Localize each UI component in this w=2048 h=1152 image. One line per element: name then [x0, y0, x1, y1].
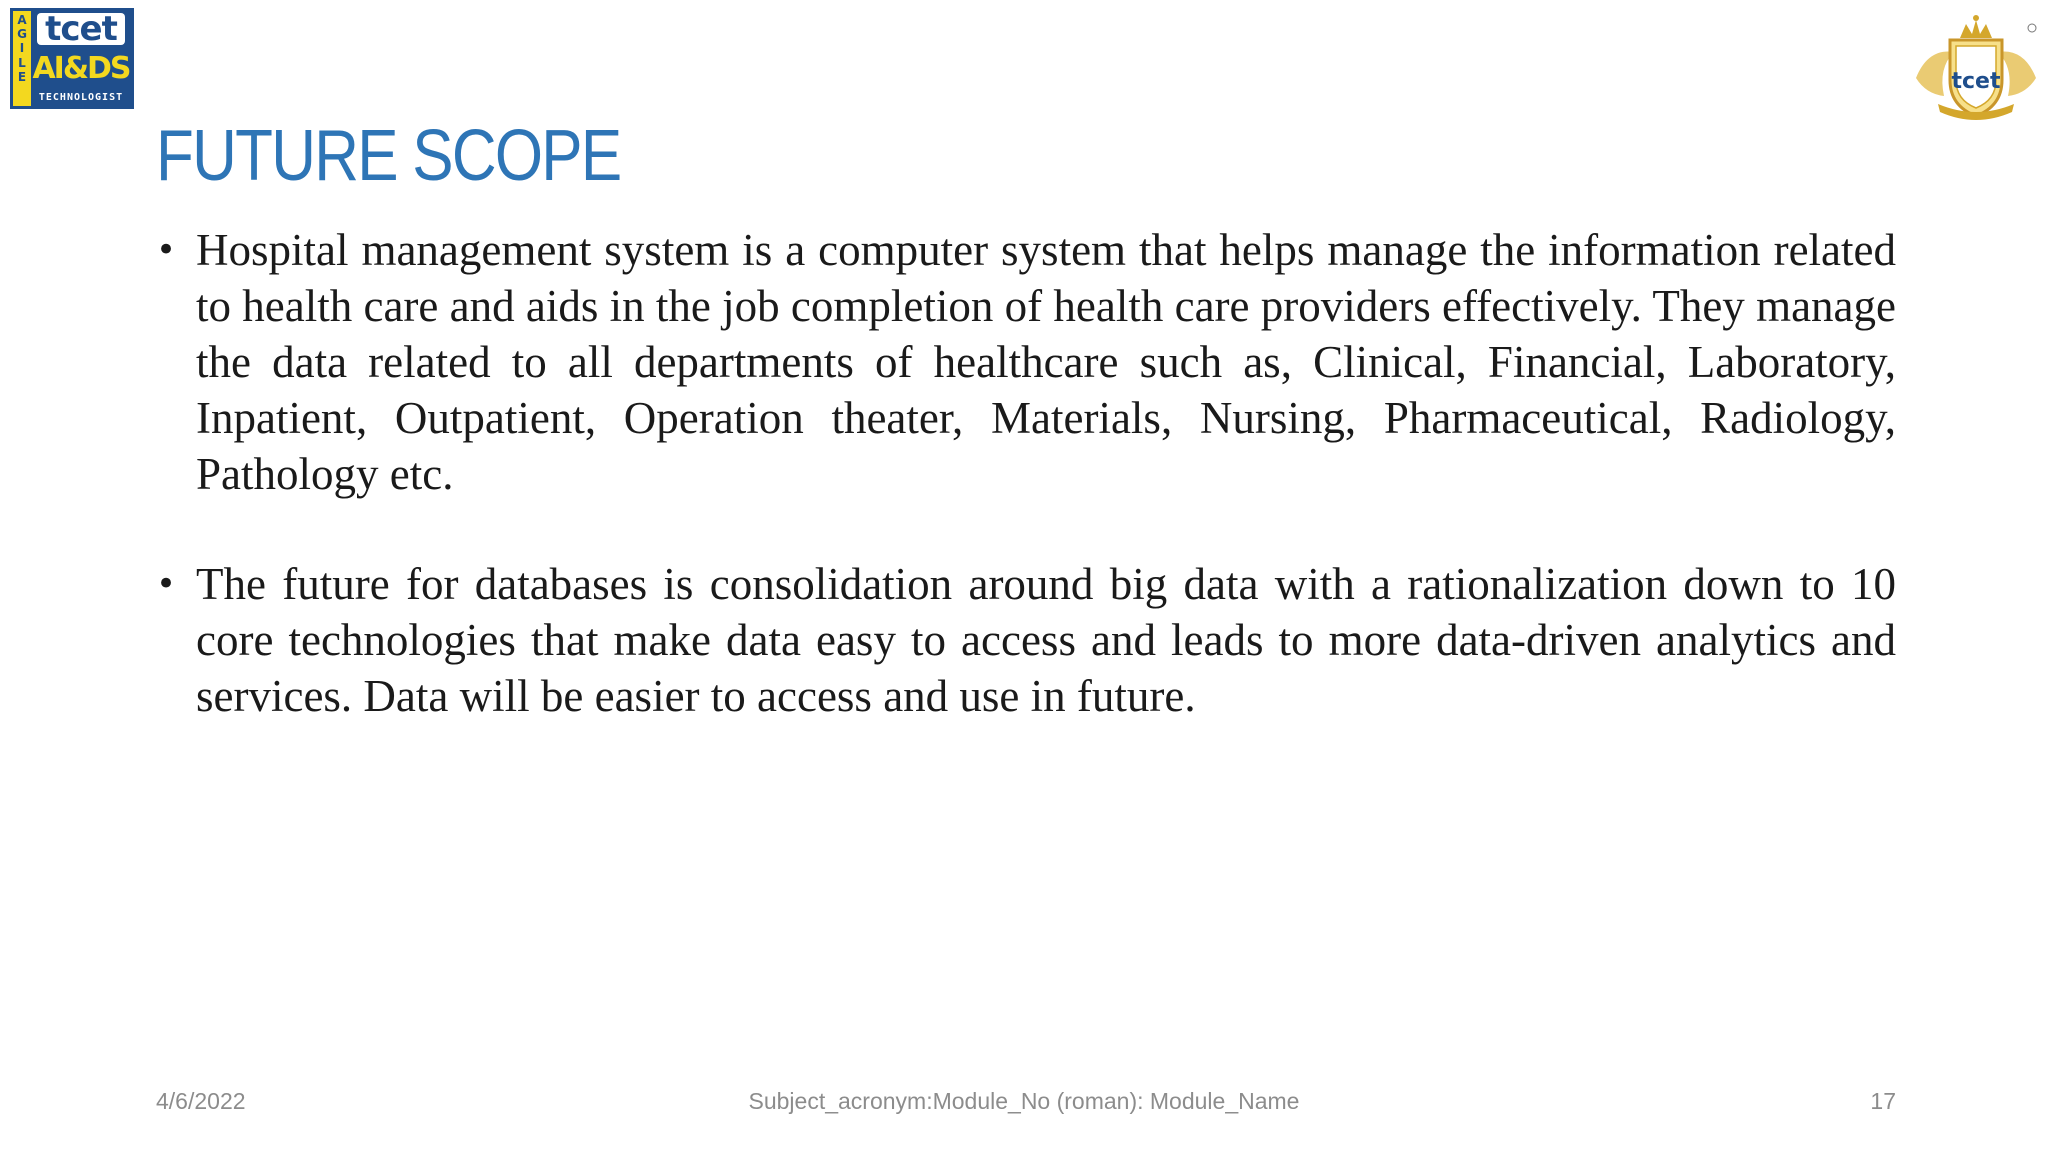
tcet-aids-logo [10, 8, 134, 109]
bullet-item [156, 556, 1896, 724]
footer-module-info: Subject_acronym:Module_No (roman): Module_Name [748, 1088, 1300, 1114]
bullet-item [156, 222, 1896, 502]
bullet-marker: • [156, 564, 177, 604]
logo-tcet-text: tcet [37, 13, 125, 45]
footer-date: 4/6/2022 [156, 1088, 246, 1114]
bullet-text: Hospital management system is a computer system that helps manage the information related to health care and aids in the job completion of health care providers effectively. They manage the data related to all departments of healthcare such as, Clinical, Financial, Laboratory, Inpatient, Outpatient, Operation theater, Materials, Nursing, Pharmaceutical, Radiology, Pathology etc. [196, 225, 1896, 499]
tcet-crest-logo [1908, 8, 2044, 133]
bullet-list [156, 222, 1896, 724]
bullet-text: The future for databases is consolidation around big data with a rationalization down to 10 core technologies that make data easy to access and leads to more data-driven analytics and services. Data will be easier to access and use in future. [196, 559, 1896, 721]
crest-emblem-icon [1908, 8, 2044, 133]
bullet-marker: • [156, 230, 177, 270]
agile-letter: L [18, 55, 26, 70]
slide-number: 17 [1870, 1088, 1896, 1114]
agile-letter: G [17, 27, 27, 42]
agile-side-strip [13, 11, 31, 106]
logo-main-block [31, 11, 131, 106]
logo-aids-text: AI&DS [32, 50, 130, 86]
crest-tcet-text: tcet [1951, 69, 2001, 94]
agile-letter: A [17, 13, 27, 28]
agile-letter: E [17, 69, 27, 84]
agile-letter: I [19, 41, 25, 56]
page-title: FUTURE SCOPE [156, 116, 621, 196]
logo-technologist-text: TECHNOLOGIST [31, 92, 131, 106]
